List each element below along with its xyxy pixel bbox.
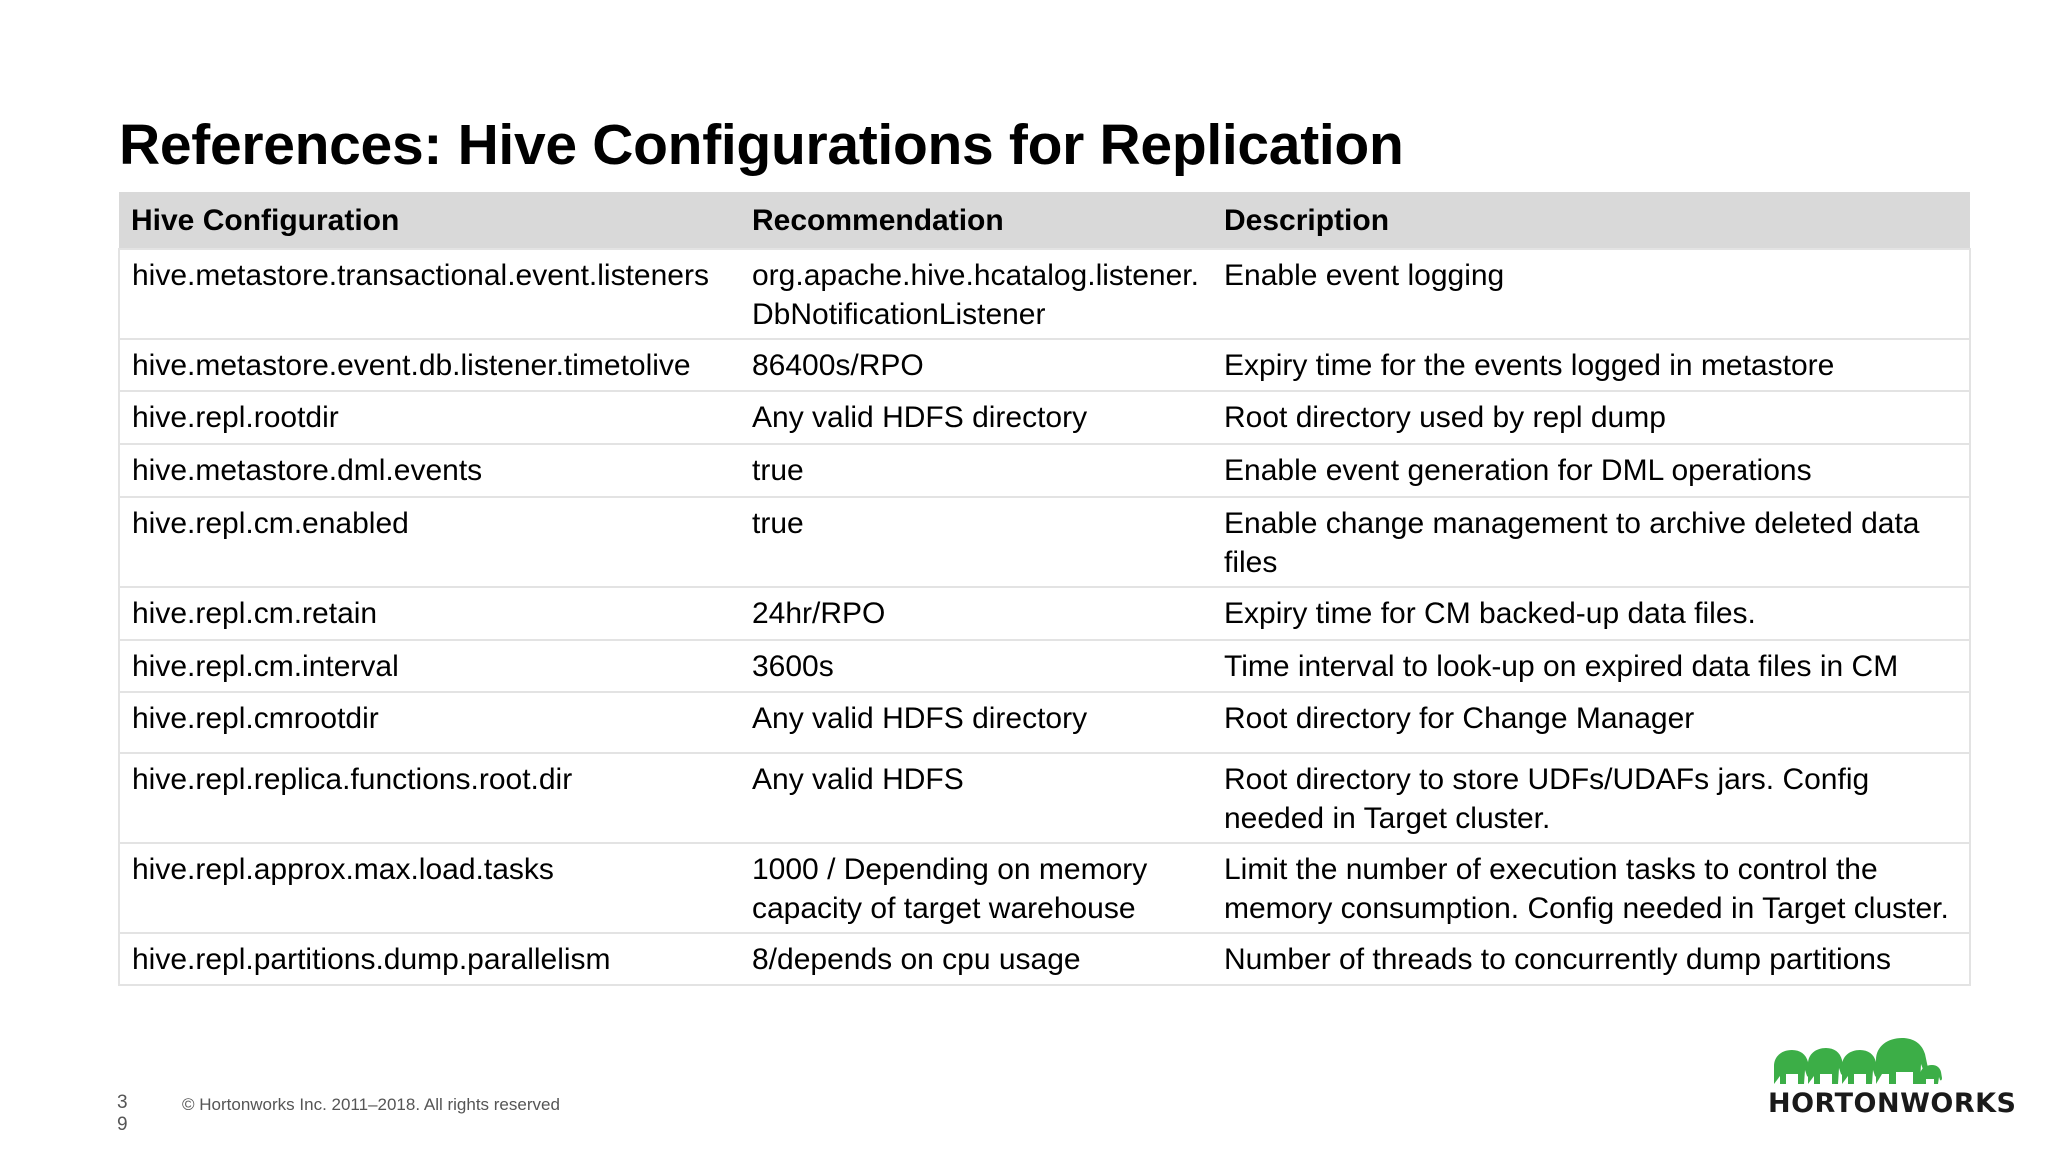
cell-description: Enable event generation for DML operations: [1212, 444, 1970, 497]
cell-config: hive.repl.approx.max.load.tasks: [119, 843, 740, 933]
cell-config: hive.repl.partitions.dump.parallelism: [119, 933, 740, 985]
table-header-row: [119, 192, 1970, 249]
copyright-notice: © Hortonworks Inc. 2011–2018. All rights reserved: [182, 1095, 560, 1114]
table-row: [119, 391, 1970, 444]
table-row: [119, 753, 1970, 843]
hive-config-table: [118, 192, 1971, 986]
header-recommendation: Recommendation: [740, 192, 1212, 249]
elephant-herd-icon: [1768, 1032, 2000, 1092]
cell-description: Root directory to store UDFs/UDAFs jars. Config needed in Target cluster.: [1212, 753, 1970, 843]
slide-title: References: Hive Configurations for Replication: [119, 113, 1404, 177]
cell-recommendation: 3600s: [740, 640, 1212, 692]
header-hive-configuration: Hive Configuration: [119, 192, 740, 249]
cell-config: hive.repl.cm.enabled: [119, 497, 740, 587]
cell-recommendation: 1000 / Depending on memory capacity of target warehouse: [740, 843, 1212, 933]
table-row: [119, 444, 1970, 497]
cell-recommendation: 8/depends on cpu usage: [740, 933, 1212, 985]
cell-recommendation: Any valid HDFS: [740, 753, 1212, 843]
header-description: Description: [1212, 192, 1970, 249]
cell-description: Root directory used by repl dump: [1212, 391, 1970, 444]
hortonworks-logo: [1768, 1032, 2017, 1119]
cell-description: Expiry time for CM backed-up data files.: [1212, 587, 1970, 640]
cell-description: Number of threads to concurrently dump partitions: [1212, 933, 1970, 985]
table-row: [119, 587, 1970, 640]
cell-config: hive.repl.cmrootdir: [119, 692, 740, 753]
cell-config: hive.metastore.transactional.event.listeners: [119, 249, 740, 339]
cell-config: hive.repl.cm.interval: [119, 640, 740, 692]
cell-description: Expiry time for the events logged in metastore: [1212, 339, 1970, 391]
page-number: 39: [117, 1092, 128, 1135]
cell-config: hive.repl.cm.retain: [119, 587, 740, 640]
cell-config: hive.repl.replica.functions.root.dir: [119, 753, 740, 843]
cell-description: Limit the number of execution tasks to control the memory consumption. Config needed in Target cluster.: [1212, 843, 1970, 933]
table-row: [119, 249, 1970, 339]
table-row: [119, 497, 1970, 587]
cell-description: Time interval to look-up on expired data files in CM: [1212, 640, 1970, 692]
table-row: [119, 339, 1970, 391]
table-row: [119, 843, 1970, 933]
cell-description: Root directory for Change Manager: [1212, 692, 1970, 753]
table-row: [119, 933, 1970, 985]
cell-recommendation: Any valid HDFS directory: [740, 692, 1212, 753]
cell-recommendation: true: [740, 497, 1212, 587]
logo-wordmark: HORTONWORKS: [1768, 1088, 2017, 1119]
cell-recommendation: 86400s/RPO: [740, 339, 1212, 391]
cell-config: hive.metastore.dml.events: [119, 444, 740, 497]
cell-config: hive.repl.rootdir: [119, 391, 740, 444]
cell-recommendation: true: [740, 444, 1212, 497]
cell-description: Enable change management to archive deleted data files: [1212, 497, 1970, 587]
cell-recommendation: 24hr/RPO: [740, 587, 1212, 640]
cell-description: Enable event logging: [1212, 249, 1970, 339]
table-row: [119, 640, 1970, 692]
table-row: [119, 692, 1970, 753]
cell-config: hive.metastore.event.db.listener.timetolive: [119, 339, 740, 391]
cell-recommendation: org.apache.hive.hcatalog.listener. DbNotificationListener: [740, 249, 1212, 339]
cell-recommendation: Any valid HDFS directory: [740, 391, 1212, 444]
